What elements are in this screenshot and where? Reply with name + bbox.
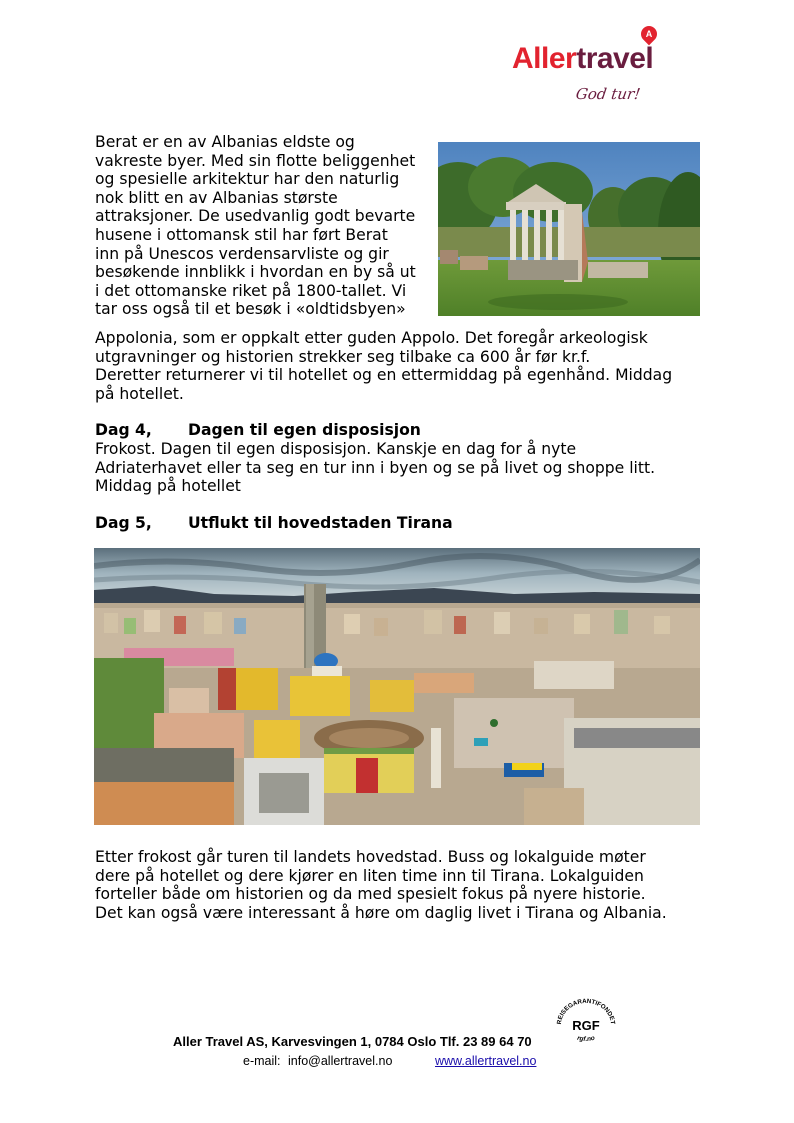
day-label: Dag 4, [95, 421, 152, 439]
svg-text:rgf.no [576, 1035, 595, 1043]
text-line: Det kan også være interessant å høre om daglig livet i Tirana og Albania. [95, 903, 667, 922]
text-line: og spesielle arkitektur har den naturlig [95, 170, 400, 189]
apollonia-ruins-photo [438, 142, 700, 316]
website-link[interactable]: www.allertravel.no [435, 1054, 537, 1068]
text-line: dere på hotellet og dere kjører en liten time inn til Tirana. Lokalguiden [95, 866, 644, 885]
day-title: Utflukt til hovedstaden Tirana [188, 514, 453, 532]
text-line: Appolonia, som er oppkalt etter guden Appolo. Det foregår arkeologisk [95, 329, 648, 347]
text-line: i det ottomanske riket på 1800-tallet. Vi [95, 281, 407, 300]
aller-travel-logo [512, 26, 692, 108]
day-4-heading [95, 421, 421, 440]
footer-address: Aller Travel AS, Karvesvingen 1, 0784 Oslo Tlf. 23 89 64 70 [173, 1034, 532, 1049]
text-line: Berat er en av Albanias eldste og [95, 133, 355, 151]
intro-paragraph-continued [95, 329, 672, 403]
day-5-paragraph [95, 848, 667, 922]
text-line: Deretter returnerer vi til hotellet og en ettermiddag på egenhånd. Middag [95, 366, 673, 385]
text-line: inn på Unescos verdensarvliste og gir [95, 244, 389, 263]
logo-travel: travel [576, 42, 654, 75]
email-link[interactable]: info@allertravel.no [288, 1054, 393, 1068]
text-line: forteller både om historien og da med spesielt fokus på nyere historie. [95, 885, 646, 904]
logo-wordmark [512, 43, 653, 75]
text-line: Middag på hotellet [95, 477, 241, 496]
day-title: Dagen til egen disposisjon [188, 421, 421, 439]
text-line: Etter frokost går turen til landets hovedstad. Buss og lokalguide møter [95, 848, 646, 866]
day-5-heading [95, 514, 453, 533]
text-line: Adriaterhavet eller ta seg en tur inn i byen og se på livet og shoppe litt. [95, 458, 656, 477]
logo-aller: Aller [512, 42, 577, 75]
text-line: attraksjoner. De usedvanlig godt bevarte [95, 207, 416, 226]
text-line: utgravninger og historien strekker seg tilbake ca 600 år før kr.f. [95, 347, 591, 366]
rgf-guarantee-seal [553, 997, 619, 1047]
seal-ring-text: REISEGARANTIFONDET [555, 997, 617, 1025]
logo-tagline: God tur! [574, 85, 642, 103]
intro-paragraph [95, 133, 416, 319]
map-pin-icon: A [638, 23, 661, 46]
day-label: Dag 5, [95, 514, 152, 532]
text-line: på hotellet. [95, 384, 184, 403]
text-line: vakreste byer. Med sin flotte beliggenhet [95, 151, 416, 170]
seal-center-text: RGF [572, 1018, 600, 1033]
text-line: Frokost. Dagen til egen disposisjon. Kanskje en dag for å nyte [95, 440, 577, 458]
text-line: besøkende innblikk i hvordan en by så ut [95, 263, 416, 282]
text-line: nok blitt en av Albanias største [95, 188, 338, 207]
tirana-city-photo [94, 548, 700, 825]
day-4-paragraph [95, 440, 655, 496]
footer-contact [243, 1054, 537, 1068]
seal-bottom-text: rgf.no [576, 1034, 596, 1043]
email-label: e-mail: [243, 1054, 281, 1068]
text-line: husene i ottomansk stil har ført Berat [95, 225, 388, 244]
text-line: tar oss også til et besøk i «oldtidsbyen» [95, 300, 406, 319]
